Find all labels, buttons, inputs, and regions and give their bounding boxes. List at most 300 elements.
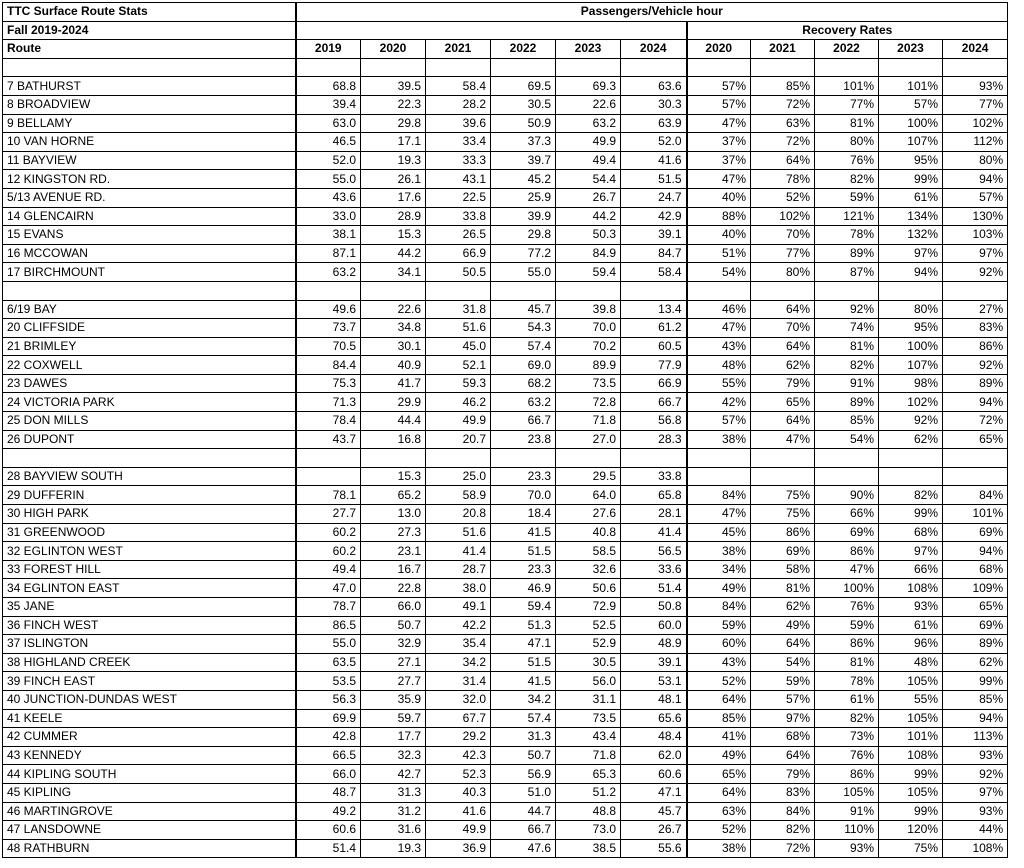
- table-row: [3, 839, 1008, 858]
- recovery-cell: 93%: [879, 598, 943, 617]
- pvh-cell: 50.6: [556, 579, 621, 598]
- recovery-cell: [943, 467, 1008, 486]
- pvh-cell: 65.8: [621, 486, 687, 505]
- table-row: [3, 467, 1008, 486]
- empty-cell: [751, 281, 815, 300]
- pvh-cell: 70.0: [556, 319, 621, 338]
- recovery-cell: 94%: [943, 709, 1008, 728]
- pvh-cell: 35.9: [361, 690, 426, 709]
- recovery-cell: 69%: [943, 616, 1008, 635]
- recovery-cell: 72%: [751, 839, 815, 858]
- pvh-cell: 42.2: [426, 616, 491, 635]
- pvh-cell: 33.8: [426, 207, 491, 226]
- recovery-cell: 120%: [879, 821, 943, 840]
- recovery-cell: 77%: [751, 244, 815, 263]
- recovery-cell: 91%: [815, 374, 879, 393]
- empty-cell: [687, 58, 751, 77]
- recovery-cell: 64%: [751, 412, 815, 431]
- pvh-cell: 38.5: [556, 839, 621, 858]
- recovery-cell: 102%: [751, 207, 815, 226]
- recovery-cell: 76%: [815, 151, 879, 170]
- recovery-cell: 101%: [815, 77, 879, 96]
- recovery-cell: 61%: [879, 188, 943, 207]
- recovery-cell: 94%: [943, 393, 1008, 412]
- pvh-cell: 63.9: [621, 114, 687, 133]
- pvh-cell: 52.0: [621, 133, 687, 152]
- route-stats-table: [2, 2, 1008, 858]
- recovery-cell: 95%: [879, 151, 943, 170]
- pvh-cell: 49.9: [426, 412, 491, 431]
- recovery-cell: 65%: [687, 765, 751, 784]
- table-row: [3, 560, 1008, 579]
- year-header-pvh: 2022: [491, 40, 556, 59]
- recovery-cell: 102%: [879, 393, 943, 412]
- route-name: 36 FINCH WEST: [3, 616, 296, 635]
- recovery-cell: 64%: [751, 635, 815, 654]
- recovery-cell: 99%: [879, 505, 943, 524]
- recovery-cell: 68%: [751, 728, 815, 747]
- pvh-cell: 52.1: [426, 356, 491, 375]
- recovery-cell: 62%: [879, 430, 943, 449]
- route-name: 44 KIPLING SOUTH: [3, 765, 296, 784]
- pvh-cell: 33.6: [621, 560, 687, 579]
- pvh-cell: 29.5: [556, 467, 621, 486]
- table-row: [3, 244, 1008, 263]
- recovery-cell: 63%: [751, 114, 815, 133]
- recovery-cell: 130%: [943, 207, 1008, 226]
- pvh-cell: 28.3: [621, 430, 687, 449]
- pvh-cell: 73.5: [556, 709, 621, 728]
- recovery-cell: 89%: [943, 635, 1008, 654]
- pvh-cell: 30.1: [361, 337, 426, 356]
- pvh-cell: 40.3: [426, 783, 491, 802]
- pvh-cell: 51.2: [556, 783, 621, 802]
- pvh-cell: 51.6: [426, 523, 491, 542]
- recovery-cell: 108%: [879, 746, 943, 765]
- empty-cell: [426, 281, 491, 300]
- recovery-cell: 55%: [687, 374, 751, 393]
- pvh-cell: 63.2: [491, 393, 556, 412]
- pvh-cell: 45.7: [491, 300, 556, 319]
- route-name: 42 CUMMER: [3, 728, 296, 747]
- table-row: [3, 151, 1008, 170]
- pvh-cell: 33.8: [621, 467, 687, 486]
- recovery-cell: 105%: [815, 783, 879, 802]
- pvh-cell: 73.7: [296, 319, 361, 338]
- recovery-cell: 81%: [751, 579, 815, 598]
- recovery-cell: 52%: [687, 821, 751, 840]
- pvh-cell: 39.7: [491, 151, 556, 170]
- recovery-cell: 105%: [879, 672, 943, 691]
- pvh-cell: 43.1: [426, 170, 491, 189]
- empty-cell: [491, 449, 556, 468]
- pvh-cell: 49.9: [556, 133, 621, 152]
- pvh-cell: 63.0: [296, 114, 361, 133]
- pvh-cell: 45.0: [426, 337, 491, 356]
- route-name: 11 BAYVIEW: [3, 151, 296, 170]
- empty-cell: [879, 281, 943, 300]
- pvh-cell: 66.9: [621, 374, 687, 393]
- empty-cell: [815, 281, 879, 300]
- pvh-cell: 47.0: [296, 579, 361, 598]
- pvh-cell: 54.4: [556, 170, 621, 189]
- pvh-cell: 45.2: [491, 170, 556, 189]
- pvh-cell: 78.7: [296, 598, 361, 617]
- table-row: [3, 114, 1008, 133]
- empty-cell: [361, 449, 426, 468]
- recovery-cell: [879, 467, 943, 486]
- pvh-cell: 52.0: [296, 151, 361, 170]
- route-name: 39 FINCH EAST: [3, 672, 296, 691]
- table-row: [3, 393, 1008, 412]
- table-row: [3, 728, 1008, 747]
- pvh-cell: 24.7: [621, 188, 687, 207]
- pvh-cell: 67.7: [426, 709, 491, 728]
- recovery-cell: 57%: [687, 95, 751, 114]
- table-row: [3, 783, 1008, 802]
- recovery-cell: 38%: [687, 430, 751, 449]
- recovery-cell: 80%: [815, 133, 879, 152]
- recovery-cell: 69%: [751, 542, 815, 561]
- recovery-cell: 64%: [751, 151, 815, 170]
- recovery-cell: 82%: [751, 821, 815, 840]
- pvh-cell: 51.5: [491, 542, 556, 561]
- recovery-cell: 81%: [815, 114, 879, 133]
- recovery-cell: 98%: [879, 374, 943, 393]
- pvh-cell: 22.6: [361, 300, 426, 319]
- pvh-cell: 49.4: [296, 560, 361, 579]
- pvh-cell: 77.2: [491, 244, 556, 263]
- empty-cell: [879, 58, 943, 77]
- pvh-cell: 19.3: [361, 839, 426, 858]
- pvh-cell: 71.8: [556, 412, 621, 431]
- pvh-cell: 66.7: [491, 412, 556, 431]
- pvh-cell: 31.4: [426, 672, 491, 691]
- recovery-cell: 77%: [815, 95, 879, 114]
- table-row: [3, 709, 1008, 728]
- pvh-cell: 22.8: [361, 579, 426, 598]
- pvh-cell: 16.8: [361, 430, 426, 449]
- pvh-cell: 65.2: [361, 486, 426, 505]
- pvh-cell: 42.7: [361, 765, 426, 784]
- pvh-cell: 17.1: [361, 133, 426, 152]
- route-name: 40 JUNCTION-DUNDAS WEST: [3, 690, 296, 709]
- recovery-cell: 40%: [687, 226, 751, 245]
- recovery-cell: 64%: [751, 337, 815, 356]
- route-name: 35 JANE: [3, 598, 296, 617]
- recovery-cell: 79%: [751, 765, 815, 784]
- route-name: 8 BROADVIEW: [3, 95, 296, 114]
- pvh-cell: 20.8: [426, 505, 491, 524]
- pvh-cell: 51.3: [491, 616, 556, 635]
- recovery-cell: 97%: [879, 244, 943, 263]
- route-name: 28 BAYVIEW SOUTH: [3, 467, 296, 486]
- pvh-cell: 73.5: [556, 374, 621, 393]
- recovery-cell: 112%: [943, 133, 1008, 152]
- pvh-cell: 34.1: [361, 263, 426, 282]
- recovery-cell: 121%: [815, 207, 879, 226]
- recovery-cell: 93%: [943, 746, 1008, 765]
- recovery-cell: 108%: [879, 579, 943, 598]
- pvh-cell: 58.4: [426, 77, 491, 96]
- pvh-cell: 77.9: [621, 356, 687, 375]
- year-header-recovery: 2021: [751, 40, 815, 59]
- recovery-cell: 84%: [943, 486, 1008, 505]
- recovery-cell: 54%: [815, 430, 879, 449]
- pvh-cell: 17.6: [361, 188, 426, 207]
- recovery-cell: 93%: [815, 839, 879, 858]
- pvh-cell: 44.7: [491, 802, 556, 821]
- table-row: [3, 616, 1008, 635]
- pvh-cell: 27.1: [361, 653, 426, 672]
- recovery-cell: 49%: [751, 616, 815, 635]
- pvh-cell: 39.8: [556, 300, 621, 319]
- empty-cell: [751, 449, 815, 468]
- recovery-cell: 60%: [687, 635, 751, 654]
- recovery-cell: 100%: [879, 114, 943, 133]
- pvh-cell: 52.9: [556, 635, 621, 654]
- empty-cell: [556, 281, 621, 300]
- recovery-cell: 89%: [815, 393, 879, 412]
- recovery-cell: 40%: [687, 188, 751, 207]
- recovery-cell: 72%: [751, 133, 815, 152]
- recovery-cell: 69%: [815, 523, 879, 542]
- pvh-cell: 34.2: [491, 690, 556, 709]
- pvh-cell: 30.3: [621, 95, 687, 114]
- year-header-recovery: 2023: [879, 40, 943, 59]
- pvh-cell: 50.7: [491, 746, 556, 765]
- pvh-cell: 40.9: [361, 356, 426, 375]
- route-name: 26 DUPONT: [3, 430, 296, 449]
- table-row: [3, 412, 1008, 431]
- pvh-cell: 33.4: [426, 133, 491, 152]
- pvh-cell: 60.0: [621, 616, 687, 635]
- recovery-cell: 54%: [687, 263, 751, 282]
- pvh-cell: 41.4: [621, 523, 687, 542]
- recovery-cell: 83%: [751, 783, 815, 802]
- recovery-cell: 102%: [943, 114, 1008, 133]
- recovery-cell: 97%: [943, 244, 1008, 263]
- empty-cell: [751, 58, 815, 77]
- pvh-cell: 69.5: [491, 77, 556, 96]
- pvh-cell: 15.3: [361, 226, 426, 245]
- table-row: [3, 765, 1008, 784]
- year-header-recovery: 2022: [815, 40, 879, 59]
- pvh-cell: 41.6: [621, 151, 687, 170]
- empty-cell: [426, 449, 491, 468]
- pvh-cell: 58.9: [426, 486, 491, 505]
- recovery-cell: 76%: [815, 598, 879, 617]
- empty-cell: [491, 281, 556, 300]
- pvh-cell: 50.7: [361, 616, 426, 635]
- empty-cell: [3, 58, 296, 77]
- pvh-cell: 34.2: [426, 653, 491, 672]
- recovery-cell: 107%: [879, 133, 943, 152]
- recovery-cell: 64%: [687, 783, 751, 802]
- table-row: [3, 430, 1008, 449]
- recovery-cell: 66%: [815, 505, 879, 524]
- pvh-cell: 50.5: [426, 263, 491, 282]
- recovery-cell: 57%: [751, 690, 815, 709]
- recovery-cell: 70%: [751, 226, 815, 245]
- recovery-cell: 48%: [687, 356, 751, 375]
- recovery-cell: 84%: [687, 598, 751, 617]
- pvh-cell: 39.1: [621, 226, 687, 245]
- recovery-cell: 66%: [879, 560, 943, 579]
- table-row: [3, 319, 1008, 338]
- recovery-cell: 109%: [943, 579, 1008, 598]
- table-row: [3, 542, 1008, 561]
- pvh-cell: 22.3: [361, 95, 426, 114]
- recovery-cell: 82%: [815, 170, 879, 189]
- pvh-cell: 46.9: [491, 579, 556, 598]
- recovery-cell: 97%: [879, 542, 943, 561]
- pvh-cell: 55.0: [296, 635, 361, 654]
- empty-cell: [296, 449, 361, 468]
- recovery-cell: 84%: [751, 802, 815, 821]
- route-name: 34 EGLINTON EAST: [3, 579, 296, 598]
- table-row: [3, 598, 1008, 617]
- recovery-cell: 92%: [879, 412, 943, 431]
- recovery-cell: 101%: [879, 77, 943, 96]
- pvh-cell: 27.0: [556, 430, 621, 449]
- pvh-cell: 55.6: [621, 839, 687, 858]
- empty-cell: [943, 281, 1008, 300]
- pvh-cell: 64.0: [556, 486, 621, 505]
- recovery-cell: 44%: [943, 821, 1008, 840]
- empty-cell: [687, 449, 751, 468]
- recovery-cell: 43%: [687, 653, 751, 672]
- pvh-cell: 71.3: [296, 393, 361, 412]
- recovery-cell: 57%: [687, 77, 751, 96]
- recovery-cell: 78%: [815, 672, 879, 691]
- recovery-cell: 59%: [751, 672, 815, 691]
- recovery-cell: 100%: [815, 579, 879, 598]
- pvh-cell: 59.7: [361, 709, 426, 728]
- table-row: [3, 337, 1008, 356]
- table-row: [3, 226, 1008, 245]
- table-row: [3, 486, 1008, 505]
- recovery-cell: 59%: [687, 616, 751, 635]
- empty-cell: [621, 58, 687, 77]
- pvh-cell: 31.6: [361, 821, 426, 840]
- recovery-cell: 78%: [815, 226, 879, 245]
- pvh-cell: 39.1: [621, 653, 687, 672]
- pvh-cell: 47.6: [491, 839, 556, 858]
- pvh-cell: 42.9: [621, 207, 687, 226]
- pvh-cell: 60.5: [621, 337, 687, 356]
- pvh-cell: 84.7: [621, 244, 687, 263]
- recovery-cell: 103%: [943, 226, 1008, 245]
- pvh-cell: 69.0: [491, 356, 556, 375]
- empty-cell: [556, 58, 621, 77]
- recovery-cell: 85%: [687, 709, 751, 728]
- pvh-cell: 17.7: [361, 728, 426, 747]
- pvh-cell: 41.5: [491, 523, 556, 542]
- recovery-cell: [751, 467, 815, 486]
- route-name: 21 BRIMLEY: [3, 337, 296, 356]
- pvh-cell: 35.4: [426, 635, 491, 654]
- pvh-cell: 31.1: [556, 690, 621, 709]
- recovery-cell: 86%: [815, 765, 879, 784]
- pvh-cell: 56.0: [556, 672, 621, 691]
- recovery-cell: 65%: [943, 430, 1008, 449]
- pvh-cell: 44.2: [556, 207, 621, 226]
- recovery-cell: 34%: [687, 560, 751, 579]
- recovery-cell: 108%: [943, 839, 1008, 858]
- pvh-cell: 36.9: [426, 839, 491, 858]
- pvh-cell: 31.3: [491, 728, 556, 747]
- table-row: [3, 505, 1008, 524]
- route-name: 45 KIPLING: [3, 783, 296, 802]
- pvh-cell: 39.9: [491, 207, 556, 226]
- empty-cell: [815, 58, 879, 77]
- pvh-cell: 60.6: [296, 821, 361, 840]
- recovery-cell: 47%: [815, 560, 879, 579]
- table-row: [3, 300, 1008, 319]
- pvh-cell: 48.1: [621, 690, 687, 709]
- pvh-cell: 37.3: [491, 133, 556, 152]
- recovery-cell: 92%: [815, 300, 879, 319]
- pvh-cell: 56.3: [296, 690, 361, 709]
- recovery-cell: 89%: [943, 374, 1008, 393]
- table-row: [3, 77, 1008, 96]
- recovery-cell: 105%: [879, 783, 943, 802]
- pvh-cell: 27.7: [361, 672, 426, 691]
- recovery-cell: 82%: [815, 356, 879, 375]
- pvh-cell: 50.3: [556, 226, 621, 245]
- year-header-pvh: 2023: [556, 40, 621, 59]
- pvh-cell: 38.1: [296, 226, 361, 245]
- route-name: 7 BATHURST: [3, 77, 296, 96]
- recovery-cell: 82%: [815, 709, 879, 728]
- pvh-cell: 47.1: [491, 635, 556, 654]
- spacer-row: [3, 58, 1008, 77]
- recovery-cell: 91%: [815, 802, 879, 821]
- table-row: [3, 746, 1008, 765]
- route-name: 30 HIGH PARK: [3, 505, 296, 524]
- pvh-cell: 26.7: [621, 821, 687, 840]
- route-name: 22 COXWELL: [3, 356, 296, 375]
- recovery-cell: 64%: [687, 690, 751, 709]
- pvh-cell: 66.9: [426, 244, 491, 263]
- pvh-cell: 25.0: [426, 467, 491, 486]
- empty-cell: [943, 58, 1008, 77]
- recovery-cell: 113%: [943, 728, 1008, 747]
- recovery-cell: 99%: [879, 765, 943, 784]
- pvh-cell: 63.2: [296, 263, 361, 282]
- table-row: [3, 579, 1008, 598]
- recovery-cell: 65%: [751, 393, 815, 412]
- recovery-cell: 101%: [943, 505, 1008, 524]
- pvh-cell: 29.2: [426, 728, 491, 747]
- header-row-period: [3, 21, 1008, 40]
- pvh-cell: 65.6: [621, 709, 687, 728]
- recovery-cell: 57%: [879, 95, 943, 114]
- pvh-cell: 51.4: [296, 839, 361, 858]
- recovery-cell: 54%: [751, 653, 815, 672]
- pvh-cell: 13.0: [361, 505, 426, 524]
- recovery-cell: 55%: [879, 690, 943, 709]
- recovery-cell: 80%: [879, 300, 943, 319]
- recovery-cell: 72%: [943, 412, 1008, 431]
- recovery-cell: 68%: [943, 560, 1008, 579]
- recovery-cell: 99%: [879, 802, 943, 821]
- recovery-cell: 97%: [751, 709, 815, 728]
- route-name: 14 GLENCAIRN: [3, 207, 296, 226]
- recovery-cell: 65%: [943, 598, 1008, 617]
- route-name: 41 KEELE: [3, 709, 296, 728]
